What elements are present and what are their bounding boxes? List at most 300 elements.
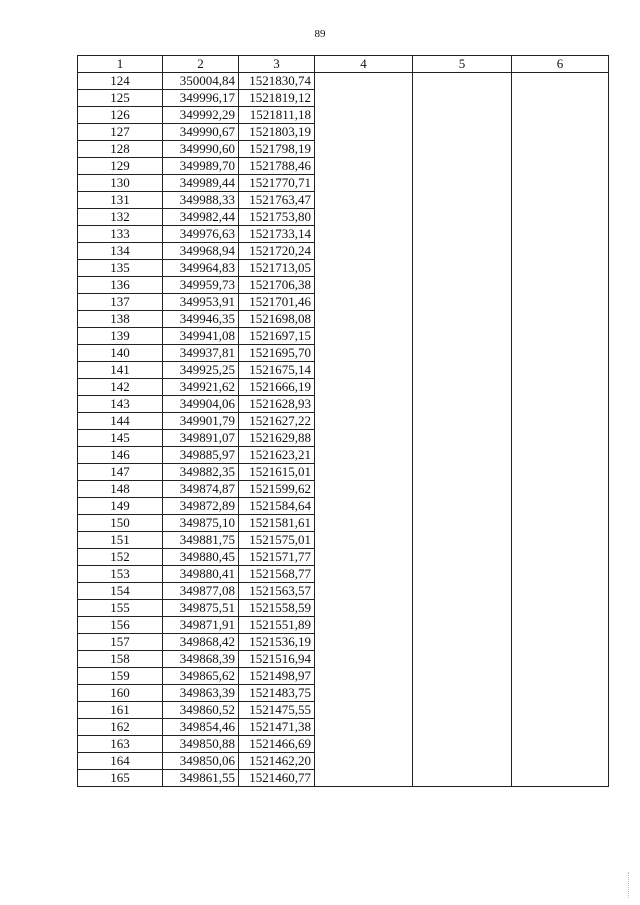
empty-cell — [413, 685, 512, 702]
x-coordinate-cell: 349904,06 — [163, 396, 239, 413]
empty-cell — [315, 549, 413, 566]
x-coordinate-cell: 349854,46 — [163, 719, 239, 736]
empty-cell — [413, 294, 512, 311]
point-number-cell: 164 — [78, 753, 163, 770]
y-coordinate-cell: 1521763,47 — [239, 192, 315, 209]
x-coordinate-cell: 349976,63 — [163, 226, 239, 243]
table-row — [78, 73, 609, 90]
x-coordinate-cell: 349996,17 — [163, 90, 239, 107]
coordinates-table — [77, 55, 609, 787]
empty-cell — [315, 107, 413, 124]
point-number-cell: 134 — [78, 243, 163, 260]
empty-cell — [512, 345, 609, 362]
empty-cell — [512, 260, 609, 277]
x-coordinate-cell: 349982,44 — [163, 209, 239, 226]
x-coordinate-cell: 349880,45 — [163, 549, 239, 566]
table-row — [78, 498, 609, 515]
table-row — [78, 464, 609, 481]
empty-cell — [315, 532, 413, 549]
empty-cell — [413, 396, 512, 413]
y-coordinate-cell: 1521753,80 — [239, 209, 315, 226]
table-header-row — [78, 56, 609, 73]
point-number-cell: 132 — [78, 209, 163, 226]
x-coordinate-cell: 349850,06 — [163, 753, 239, 770]
empty-cell — [512, 651, 609, 668]
table-row — [78, 566, 609, 583]
empty-cell — [413, 311, 512, 328]
empty-cell — [413, 226, 512, 243]
y-coordinate-cell: 1521697,15 — [239, 328, 315, 345]
point-number-cell: 143 — [78, 396, 163, 413]
empty-cell — [315, 175, 413, 192]
point-number-cell: 165 — [78, 770, 163, 787]
empty-cell — [315, 515, 413, 532]
empty-cell — [315, 226, 413, 243]
y-coordinate-cell: 1521462,20 — [239, 753, 315, 770]
point-number-cell: 150 — [78, 515, 163, 532]
x-coordinate-cell: 349868,39 — [163, 651, 239, 668]
empty-cell — [413, 277, 512, 294]
point-number-cell: 135 — [78, 260, 163, 277]
point-number-cell: 147 — [78, 464, 163, 481]
table-row — [78, 651, 609, 668]
y-coordinate-cell: 1521720,24 — [239, 243, 315, 260]
table-row — [78, 243, 609, 260]
x-coordinate-cell: 349877,08 — [163, 583, 239, 600]
x-coordinate-cell: 349860,52 — [163, 702, 239, 719]
point-number-cell: 138 — [78, 311, 163, 328]
table-row — [78, 481, 609, 498]
x-coordinate-cell: 349872,89 — [163, 498, 239, 515]
y-coordinate-cell: 1521571,77 — [239, 549, 315, 566]
x-coordinate-cell: 349946,35 — [163, 311, 239, 328]
empty-cell — [512, 226, 609, 243]
table-row — [78, 753, 609, 770]
table-row — [78, 294, 609, 311]
table-row — [78, 158, 609, 175]
empty-cell — [512, 515, 609, 532]
empty-cell — [315, 685, 413, 702]
x-coordinate-cell: 349990,67 — [163, 124, 239, 141]
point-number-cell: 144 — [78, 413, 163, 430]
x-coordinate-cell: 349868,42 — [163, 634, 239, 651]
y-coordinate-cell: 1521498,97 — [239, 668, 315, 685]
table-row — [78, 549, 609, 566]
empty-cell — [315, 73, 413, 90]
empty-cell — [512, 362, 609, 379]
empty-cell — [413, 209, 512, 226]
empty-cell — [315, 396, 413, 413]
table-row — [78, 379, 609, 396]
x-coordinate-cell: 349875,51 — [163, 600, 239, 617]
table-row — [78, 685, 609, 702]
y-coordinate-cell: 1521581,61 — [239, 515, 315, 532]
empty-cell — [413, 430, 512, 447]
x-coordinate-cell: 349937,81 — [163, 345, 239, 362]
table-row — [78, 515, 609, 532]
table-row — [78, 362, 609, 379]
point-number-cell: 155 — [78, 600, 163, 617]
empty-cell — [413, 736, 512, 753]
y-coordinate-cell: 1521466,69 — [239, 736, 315, 753]
point-number-cell: 131 — [78, 192, 163, 209]
y-coordinate-cell: 1521770,71 — [239, 175, 315, 192]
empty-cell — [315, 464, 413, 481]
empty-cell — [315, 328, 413, 345]
empty-cell — [413, 141, 512, 158]
x-coordinate-cell: 349925,25 — [163, 362, 239, 379]
empty-cell — [315, 770, 413, 787]
y-coordinate-cell: 1521536,19 — [239, 634, 315, 651]
empty-cell — [512, 702, 609, 719]
table-row — [78, 175, 609, 192]
y-coordinate-cell: 1521803,19 — [239, 124, 315, 141]
empty-cell — [315, 668, 413, 685]
empty-cell — [512, 532, 609, 549]
empty-cell — [315, 634, 413, 651]
empty-cell — [512, 719, 609, 736]
empty-cell — [315, 481, 413, 498]
table-row — [78, 600, 609, 617]
table-row — [78, 583, 609, 600]
y-coordinate-cell: 1521475,55 — [239, 702, 315, 719]
empty-cell — [315, 753, 413, 770]
x-coordinate-cell: 349953,91 — [163, 294, 239, 311]
y-coordinate-cell: 1521584,64 — [239, 498, 315, 515]
point-number-cell: 140 — [78, 345, 163, 362]
empty-cell — [512, 634, 609, 651]
point-number-cell: 159 — [78, 668, 163, 685]
column-header-6: 6 — [512, 56, 609, 73]
y-coordinate-cell: 1521599,62 — [239, 481, 315, 498]
empty-cell — [413, 651, 512, 668]
x-coordinate-cell: 349921,62 — [163, 379, 239, 396]
table-row — [78, 702, 609, 719]
empty-cell — [413, 515, 512, 532]
empty-cell — [413, 243, 512, 260]
empty-cell — [512, 583, 609, 600]
y-coordinate-cell: 1521516,94 — [239, 651, 315, 668]
table-row — [78, 413, 609, 430]
point-number-cell: 154 — [78, 583, 163, 600]
empty-cell — [315, 345, 413, 362]
empty-cell — [315, 413, 413, 430]
x-coordinate-cell: 349863,39 — [163, 685, 239, 702]
empty-cell — [315, 277, 413, 294]
empty-cell — [315, 192, 413, 209]
empty-cell — [413, 668, 512, 685]
y-coordinate-cell: 1521811,18 — [239, 107, 315, 124]
table-row — [78, 396, 609, 413]
column-header-4: 4 — [315, 56, 413, 73]
y-coordinate-cell: 1521675,14 — [239, 362, 315, 379]
empty-cell — [512, 413, 609, 430]
empty-cell — [512, 175, 609, 192]
empty-cell — [413, 158, 512, 175]
empty-cell — [413, 73, 512, 90]
point-number-cell: 160 — [78, 685, 163, 702]
x-coordinate-cell: 349880,41 — [163, 566, 239, 583]
empty-cell — [315, 566, 413, 583]
point-number-cell: 137 — [78, 294, 163, 311]
empty-cell — [315, 260, 413, 277]
point-number-cell: 136 — [78, 277, 163, 294]
point-number-cell: 125 — [78, 90, 163, 107]
x-coordinate-cell: 349881,75 — [163, 532, 239, 549]
empty-cell — [413, 481, 512, 498]
empty-cell — [512, 668, 609, 685]
empty-cell — [413, 328, 512, 345]
empty-cell — [413, 634, 512, 651]
x-coordinate-cell: 349968,94 — [163, 243, 239, 260]
x-coordinate-cell: 349964,83 — [163, 260, 239, 277]
x-coordinate-cell: 349989,70 — [163, 158, 239, 175]
empty-cell — [413, 600, 512, 617]
empty-cell — [512, 158, 609, 175]
y-coordinate-cell: 1521628,93 — [239, 396, 315, 413]
empty-cell — [413, 583, 512, 600]
empty-cell — [512, 311, 609, 328]
point-number-cell: 148 — [78, 481, 163, 498]
empty-cell — [512, 447, 609, 464]
table-row — [78, 430, 609, 447]
point-number-cell: 128 — [78, 141, 163, 158]
empty-cell — [315, 243, 413, 260]
x-coordinate-cell: 349874,87 — [163, 481, 239, 498]
empty-cell — [315, 736, 413, 753]
empty-cell — [413, 175, 512, 192]
table-row — [78, 209, 609, 226]
empty-cell — [413, 617, 512, 634]
table-row — [78, 124, 609, 141]
table-row — [78, 192, 609, 209]
table-row — [78, 107, 609, 124]
table-body — [78, 73, 609, 787]
empty-cell — [413, 498, 512, 515]
x-coordinate-cell: 349992,29 — [163, 107, 239, 124]
empty-cell — [512, 73, 609, 90]
empty-cell — [315, 311, 413, 328]
empty-cell — [413, 345, 512, 362]
empty-cell — [512, 277, 609, 294]
x-coordinate-cell: 349989,44 — [163, 175, 239, 192]
empty-cell — [512, 566, 609, 583]
x-coordinate-cell: 350004,84 — [163, 73, 239, 90]
empty-cell — [315, 124, 413, 141]
table-row — [78, 226, 609, 243]
empty-cell — [512, 464, 609, 481]
empty-cell — [512, 209, 609, 226]
point-number-cell: 129 — [78, 158, 163, 175]
page-number: 89 — [314, 28, 326, 40]
point-number-cell: 149 — [78, 498, 163, 515]
empty-cell — [512, 481, 609, 498]
x-coordinate-cell: 349988,33 — [163, 192, 239, 209]
empty-cell — [315, 583, 413, 600]
empty-cell — [512, 90, 609, 107]
empty-cell — [413, 260, 512, 277]
y-coordinate-cell: 1521698,08 — [239, 311, 315, 328]
table-row — [78, 719, 609, 736]
empty-cell — [315, 158, 413, 175]
x-coordinate-cell: 349990,60 — [163, 141, 239, 158]
empty-cell — [315, 702, 413, 719]
empty-cell — [512, 243, 609, 260]
table-row — [78, 617, 609, 634]
x-coordinate-cell: 349882,35 — [163, 464, 239, 481]
empty-cell — [512, 294, 609, 311]
empty-cell — [413, 90, 512, 107]
empty-cell — [413, 464, 512, 481]
empty-cell — [413, 566, 512, 583]
empty-cell — [512, 753, 609, 770]
empty-cell — [315, 362, 413, 379]
y-coordinate-cell: 1521798,19 — [239, 141, 315, 158]
empty-cell — [413, 702, 512, 719]
empty-cell — [512, 685, 609, 702]
point-number-cell: 124 — [78, 73, 163, 90]
table-row — [78, 260, 609, 277]
x-coordinate-cell: 349871,91 — [163, 617, 239, 634]
empty-cell — [512, 124, 609, 141]
y-coordinate-cell: 1521701,46 — [239, 294, 315, 311]
empty-cell — [315, 498, 413, 515]
scan-margin-mark — [628, 872, 630, 898]
y-coordinate-cell: 1521563,57 — [239, 583, 315, 600]
empty-cell — [512, 617, 609, 634]
y-coordinate-cell: 1521695,70 — [239, 345, 315, 362]
empty-cell — [413, 753, 512, 770]
table-row — [78, 736, 609, 753]
empty-cell — [512, 549, 609, 566]
x-coordinate-cell: 349861,55 — [163, 770, 239, 787]
table-row — [78, 277, 609, 294]
point-number-cell: 151 — [78, 532, 163, 549]
column-header-2: 2 — [163, 56, 239, 73]
empty-cell — [413, 549, 512, 566]
empty-cell — [512, 379, 609, 396]
point-number-cell: 142 — [78, 379, 163, 396]
y-coordinate-cell: 1521629,88 — [239, 430, 315, 447]
empty-cell — [512, 736, 609, 753]
x-coordinate-cell: 349865,62 — [163, 668, 239, 685]
y-coordinate-cell: 1521615,01 — [239, 464, 315, 481]
empty-cell — [315, 719, 413, 736]
empty-cell — [512, 328, 609, 345]
x-coordinate-cell: 349850,88 — [163, 736, 239, 753]
table-row — [78, 311, 609, 328]
table-row — [78, 90, 609, 107]
table-row — [78, 532, 609, 549]
point-number-cell: 141 — [78, 362, 163, 379]
y-coordinate-cell: 1521623,21 — [239, 447, 315, 464]
table-row — [78, 447, 609, 464]
x-coordinate-cell: 349959,73 — [163, 277, 239, 294]
empty-cell — [413, 413, 512, 430]
empty-cell — [413, 379, 512, 396]
empty-cell — [413, 770, 512, 787]
empty-cell — [413, 192, 512, 209]
empty-cell — [413, 532, 512, 549]
y-coordinate-cell: 1521733,14 — [239, 226, 315, 243]
empty-cell — [315, 651, 413, 668]
empty-cell — [413, 719, 512, 736]
x-coordinate-cell: 349885,97 — [163, 447, 239, 464]
empty-cell — [315, 617, 413, 634]
empty-cell — [413, 447, 512, 464]
empty-cell — [315, 90, 413, 107]
point-number-cell: 133 — [78, 226, 163, 243]
x-coordinate-cell: 349941,08 — [163, 328, 239, 345]
empty-cell — [413, 124, 512, 141]
empty-cell — [413, 107, 512, 124]
x-coordinate-cell: 349901,79 — [163, 413, 239, 430]
y-coordinate-cell: 1521713,05 — [239, 260, 315, 277]
y-coordinate-cell: 1521819,12 — [239, 90, 315, 107]
y-coordinate-cell: 1521551,89 — [239, 617, 315, 634]
y-coordinate-cell: 1521568,77 — [239, 566, 315, 583]
column-header-1: 1 — [78, 56, 163, 73]
point-number-cell: 158 — [78, 651, 163, 668]
point-number-cell: 127 — [78, 124, 163, 141]
point-number-cell: 161 — [78, 702, 163, 719]
point-number-cell: 157 — [78, 634, 163, 651]
table-row — [78, 668, 609, 685]
empty-cell — [315, 141, 413, 158]
column-header-5: 5 — [413, 56, 512, 73]
point-number-cell: 139 — [78, 328, 163, 345]
y-coordinate-cell: 1521666,19 — [239, 379, 315, 396]
point-number-cell: 130 — [78, 175, 163, 192]
empty-cell — [512, 396, 609, 413]
point-number-cell: 163 — [78, 736, 163, 753]
empty-cell — [512, 600, 609, 617]
y-coordinate-cell: 1521830,74 — [239, 73, 315, 90]
empty-cell — [512, 192, 609, 209]
empty-cell — [512, 430, 609, 447]
table-row — [78, 634, 609, 651]
y-coordinate-cell: 1521558,59 — [239, 600, 315, 617]
table-row — [78, 770, 609, 787]
point-number-cell: 146 — [78, 447, 163, 464]
empty-cell — [413, 362, 512, 379]
y-coordinate-cell: 1521460,77 — [239, 770, 315, 787]
table-row — [78, 141, 609, 158]
y-coordinate-cell: 1521575,01 — [239, 532, 315, 549]
table-row — [78, 345, 609, 362]
table-row — [78, 328, 609, 345]
empty-cell — [315, 379, 413, 396]
point-number-cell: 156 — [78, 617, 163, 634]
point-number-cell: 145 — [78, 430, 163, 447]
empty-cell — [512, 141, 609, 158]
point-number-cell: 162 — [78, 719, 163, 736]
y-coordinate-cell: 1521706,38 — [239, 277, 315, 294]
y-coordinate-cell: 1521788,46 — [239, 158, 315, 175]
point-number-cell: 153 — [78, 566, 163, 583]
empty-cell — [512, 107, 609, 124]
point-number-cell: 152 — [78, 549, 163, 566]
x-coordinate-cell: 349875,10 — [163, 515, 239, 532]
column-header-3: 3 — [239, 56, 315, 73]
empty-cell — [315, 430, 413, 447]
y-coordinate-cell: 1521483,75 — [239, 685, 315, 702]
y-coordinate-cell: 1521627,22 — [239, 413, 315, 430]
empty-cell — [315, 600, 413, 617]
empty-cell — [512, 498, 609, 515]
y-coordinate-cell: 1521471,38 — [239, 719, 315, 736]
empty-cell — [315, 294, 413, 311]
